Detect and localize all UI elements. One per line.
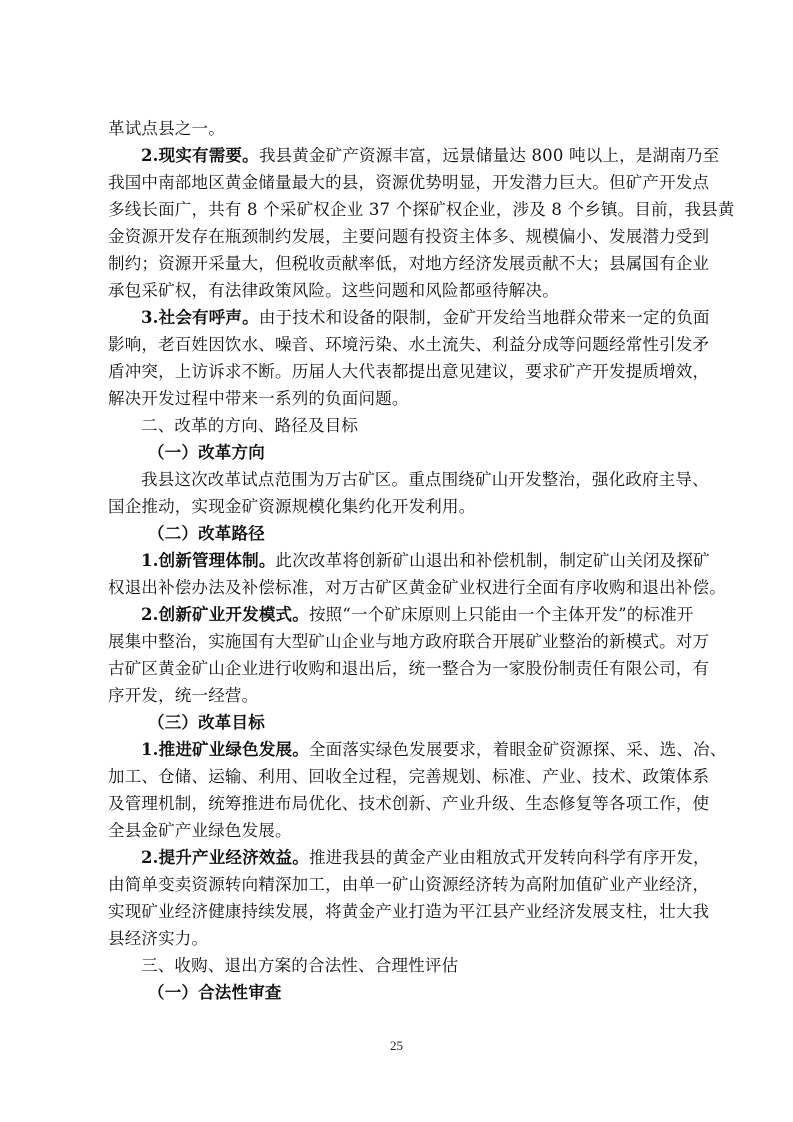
paragraph-line: 承包采矿权，有法律政策风险。这些问题和风险都亟待解决。 xyxy=(108,281,559,300)
subsection-heading: （三）改革目标 xyxy=(148,713,265,732)
bold-lead: 1.推进矿业绿色发展。 xyxy=(141,740,309,759)
bold-lead: 3.社会有呼声。 xyxy=(141,308,259,327)
subsection-heading: （一）合法性审查 xyxy=(148,983,282,1002)
paragraph-line: 权退出补偿办法及补偿标准，对万古矿区黄金矿业权进行全面有序收购和退出补偿。 xyxy=(108,578,726,597)
paragraph-line: 县经济实力。 xyxy=(108,929,209,948)
paragraph-line: 影响，老百姓因饮水、噪音、环境污染、水土流失、利益分成等问题经常性引发矛 xyxy=(108,335,710,354)
paragraph-line: 盾冲突，上访诉求不断。历届人大代表都提出意见建议，要求矿产开发提质增效， xyxy=(108,362,710,381)
subsection-heading: （二）改革路径 xyxy=(148,524,265,543)
bold-lead: 2.现实有需要。 xyxy=(141,146,259,165)
bold-lead: 1.创新管理体制。 xyxy=(141,551,276,570)
paragraph-line: 全县金矿产业绿色发展。 xyxy=(108,821,292,840)
bold-lead: 2.提升产业经济效益。 xyxy=(141,848,309,867)
paragraph-line: 解决开发过程中带来一系列的负面问题。 xyxy=(108,389,409,408)
paragraph-line: 实现矿业经济健康持续发展，将黄金产业打造为平江县产业经济发展支柱，壮大我 xyxy=(108,902,710,921)
paragraph-line: 我国中南部地区黄金储量最大的县，资源优势明显，开发潜力巨大。但矿产开发点 xyxy=(108,173,710,192)
paragraph-line: 3.社会有呼声。由于技术和设备的限制，金矿开发给当地群众带来一定的负面 xyxy=(141,308,710,327)
paragraph-line: 2.提升产业经济效益。推进我县的黄金产业由粗放式开发转向科学有序开发， xyxy=(141,848,710,867)
paragraph-line: 1.创新管理体制。此次改革将创新矿山退出和补偿机制，制定矿山关闭及探矿 xyxy=(141,551,710,570)
paragraph-line: 及管理机制，统筹推进布局优化、技术创新、产业升级、生态修复等各项工作，使 xyxy=(108,794,710,813)
paragraph-line: 金资源开发存在瓶颈制约发展，主要问题有投资主体多、规模偏小、发展潜力受到 xyxy=(108,227,710,246)
paragraph-line: 由简单变卖资源转向精深加工，由单一矿山资源经济转为高附加值矿业产业经济， xyxy=(108,875,710,894)
paragraph-line: 我县这次改革试点范围为万古矿区。重点围绕矿山开发整治，强化政府主导、 xyxy=(141,470,709,489)
paragraph-line: 革试点县之一。 xyxy=(108,119,225,138)
paragraph-line: 国企推动，实现金矿资源规模化集约化开发利用。 xyxy=(108,497,476,516)
page-number: 25 xyxy=(390,1038,403,1053)
paragraph-line: 1.推进矿业绿色发展。全面落实绿色发展要求，着眼金矿资源探、采、选、冶、 xyxy=(141,740,727,759)
section-heading: 三、收购、退出方案的合法性、合理性评估 xyxy=(141,956,459,975)
paragraph-line: 展集中整治，实施国有大型矿山企业与地方政府联合开展矿业整治的新模式。对万 xyxy=(108,632,710,651)
paragraph-line: 多线长面广，共有 8 个采矿权企业 37 个探矿权企业，涉及 8 个乡镇。目前，我县黄 xyxy=(108,200,735,219)
subsection-heading: （一）改革方向 xyxy=(148,443,265,462)
section-heading: 二、改革的方向、路径及目标 xyxy=(141,416,359,435)
bold-lead: 2.创新矿业开发模式。 xyxy=(141,605,309,624)
paragraph-line: 2.现实有需要。我县黄金矿产资源丰富，远景储量达 800 吨以上，是湖南乃至 xyxy=(141,146,720,165)
paragraph-line: 古矿区黄金矿山企业进行收购和退出后，统一整合为一家股份制责任有限公司，有 xyxy=(108,659,710,678)
paragraph-line: 序开发，统一经营。 xyxy=(108,686,259,705)
paragraph-line: 加工、仓储、运输、利用、回收全过程，完善规划、标准、产业、技术、政策体系 xyxy=(108,767,710,786)
paragraph-line: 2.创新矿业开发模式。按照“一个矿床原则上只能由一个主体开发”的标准开 xyxy=(141,605,694,624)
body-text xyxy=(108,115,735,1006)
paragraph-line: 制约；资源开采量大，但税收贡献率低，对地方经济发展贡献不大；县属国有企业 xyxy=(108,254,710,273)
